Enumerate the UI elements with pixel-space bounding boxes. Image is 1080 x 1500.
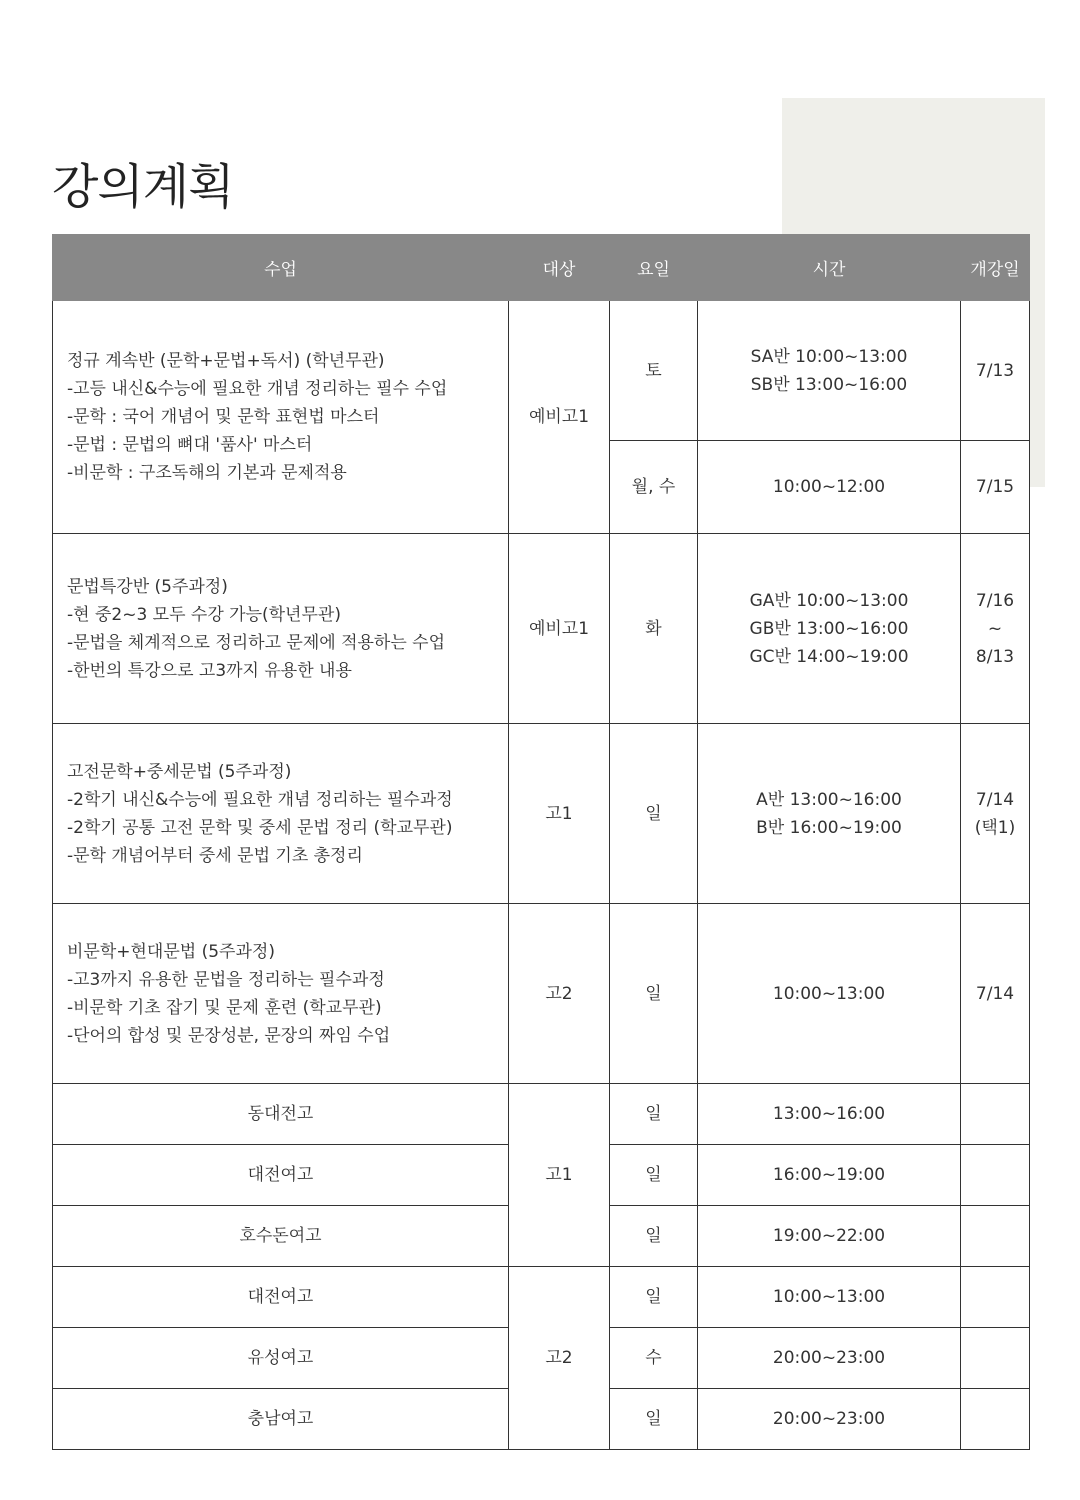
school-name-cell: 동대전고: [53, 1084, 509, 1145]
course-detail: -2학기 내신&수능에 필요한 개념 정리하는 필수과정: [67, 789, 453, 810]
target-cell: 예비고1: [509, 534, 610, 724]
course-description: [53, 904, 509, 1084]
start-date-cell: [961, 1267, 1030, 1328]
time-slot: B반 16:00~19:00: [756, 817, 902, 838]
course-description: [53, 301, 509, 534]
table-row: [53, 1084, 1030, 1145]
day-cell: 일: [610, 1389, 698, 1450]
table-header-row: [53, 235, 1030, 301]
time-cell: 20:00~23:00: [698, 1389, 961, 1450]
course-title: 정규 계속반 (문학+문법+독서) (학년무관): [67, 351, 385, 371]
course-detail: -문학 : 국어 개념어 및 문학 표현법 마스터: [67, 407, 380, 427]
header-target: 대상: [509, 235, 610, 301]
course-detail: -고3까지 유용한 문법을 정리하는 필수과정: [67, 969, 385, 990]
start-date: 7/16: [975, 590, 1015, 611]
time-cell: 13:00~16:00: [698, 1084, 961, 1145]
day-cell: 일: [610, 1084, 698, 1145]
end-date: 8/13: [975, 646, 1015, 667]
page-title: 강의계획: [52, 159, 234, 215]
course-detail: -한번의 특강으로 고3까지 유용한 내용: [67, 660, 352, 681]
header-time: 시간: [698, 235, 961, 301]
table-row: [53, 904, 1030, 1084]
target-cell: 고1: [509, 1084, 610, 1267]
course-detail: -비문학 기초 잡기 및 문제 훈련 (학교무관): [67, 997, 382, 1018]
start-date-cell: [961, 724, 1030, 904]
time-cell: [698, 441, 961, 534]
target-cell: 예비고1: [509, 301, 610, 534]
start-date-range-mark: ~: [987, 618, 1003, 639]
start-date-cell: 7/15: [961, 441, 1030, 534]
target-cell: 고2: [509, 904, 610, 1084]
course-title: 고전문학+중세문법 (5주과정): [67, 761, 292, 782]
course-detail: -문학 개념어부터 중세 문법 기초 총정리: [67, 845, 363, 866]
day-cell: 토: [610, 301, 698, 441]
day-cell: 화: [610, 534, 698, 724]
header-day: 요일: [610, 235, 698, 301]
day-cell: 일: [610, 904, 698, 1084]
school-name-cell: 호수돈여고: [53, 1206, 509, 1267]
table-row: [53, 534, 1030, 724]
time-slot: 10:00~13:00: [772, 983, 886, 1004]
time-slot: GA반 10:00~13:00: [749, 590, 909, 611]
start-date-cell: [961, 1206, 1030, 1267]
time-cell: 20:00~23:00: [698, 1328, 961, 1389]
school-name-cell: 대전여고: [53, 1145, 509, 1206]
course-description: [53, 534, 509, 724]
day-cell: 일: [610, 1145, 698, 1206]
course-detail: -현 중2~3 모두 수강 가능(학년무관): [67, 604, 341, 625]
start-date: 7/14: [975, 789, 1015, 810]
time-cell: [698, 301, 961, 441]
course-description: [53, 724, 509, 904]
time-slot: GC반 14:00~19:00: [749, 646, 909, 667]
target-cell: 고2: [509, 1267, 610, 1450]
time-slot: GB반 13:00~16:00: [749, 618, 909, 639]
table-row: [53, 724, 1030, 904]
time-cell: 19:00~22:00: [698, 1206, 961, 1267]
course-detail: -문법을 체계적으로 정리하고 문제에 적용하는 수업: [67, 632, 446, 653]
target-cell: 고1: [509, 724, 610, 904]
time-cell: 10:00~13:00: [698, 1267, 961, 1328]
day-cell: 일: [610, 1267, 698, 1328]
school-name-cell: 대전여고: [53, 1267, 509, 1328]
course-detail: -고등 내신&수능에 필요한 개념 정리하는 필수 수업: [67, 379, 448, 399]
table-row: [53, 1267, 1030, 1328]
school-name-cell: 충남여고: [53, 1389, 509, 1450]
course-detail: -비문학 : 구조독해의 기본과 문제적용: [67, 463, 347, 483]
start-date-cell: [961, 1145, 1030, 1206]
course-title: 문법특강반 (5주과정): [67, 576, 228, 597]
time-slot: 10:00~12:00: [772, 477, 886, 497]
schedule-table: [52, 234, 1030, 1450]
time-cell: [698, 904, 961, 1084]
time-slot: SA반 10:00~13:00: [750, 346, 908, 367]
course-title: 비문학+현대문법 (5주과정): [67, 941, 275, 962]
day-cell: 일: [610, 724, 698, 904]
day-cell: 수: [610, 1328, 698, 1389]
school-name-cell: 유성여고: [53, 1328, 509, 1389]
table-row: [53, 301, 1030, 441]
header-start-date: 개강일: [961, 235, 1030, 301]
time-slot: A반 13:00~16:00: [756, 789, 902, 810]
day-cell: 일: [610, 1206, 698, 1267]
time-cell: [698, 724, 961, 904]
day-cell: 월, 수: [610, 441, 698, 534]
start-date-cell: 7/14: [961, 904, 1030, 1084]
course-detail: -단어의 합성 및 문장성분, 문장의 짜임 수업: [67, 1025, 391, 1046]
start-date-note: (택1): [974, 817, 1016, 838]
course-detail: -문법 : 문법의 뼈대 '품사' 마스터: [67, 435, 313, 455]
start-date-cell: [961, 1084, 1030, 1145]
start-date-cell: 7/13: [961, 301, 1030, 441]
time-cell: [698, 534, 961, 724]
course-detail: -2학기 공통 고전 문학 및 중세 문법 정리 (학교무관): [67, 817, 453, 838]
start-date-cell: [961, 1389, 1030, 1450]
time-cell: 16:00~19:00: [698, 1145, 961, 1206]
start-date-cell: [961, 1328, 1030, 1389]
start-date-cell: [961, 534, 1030, 724]
time-slot: SB반 13:00~16:00: [750, 374, 908, 395]
header-course: 수업: [53, 235, 509, 301]
